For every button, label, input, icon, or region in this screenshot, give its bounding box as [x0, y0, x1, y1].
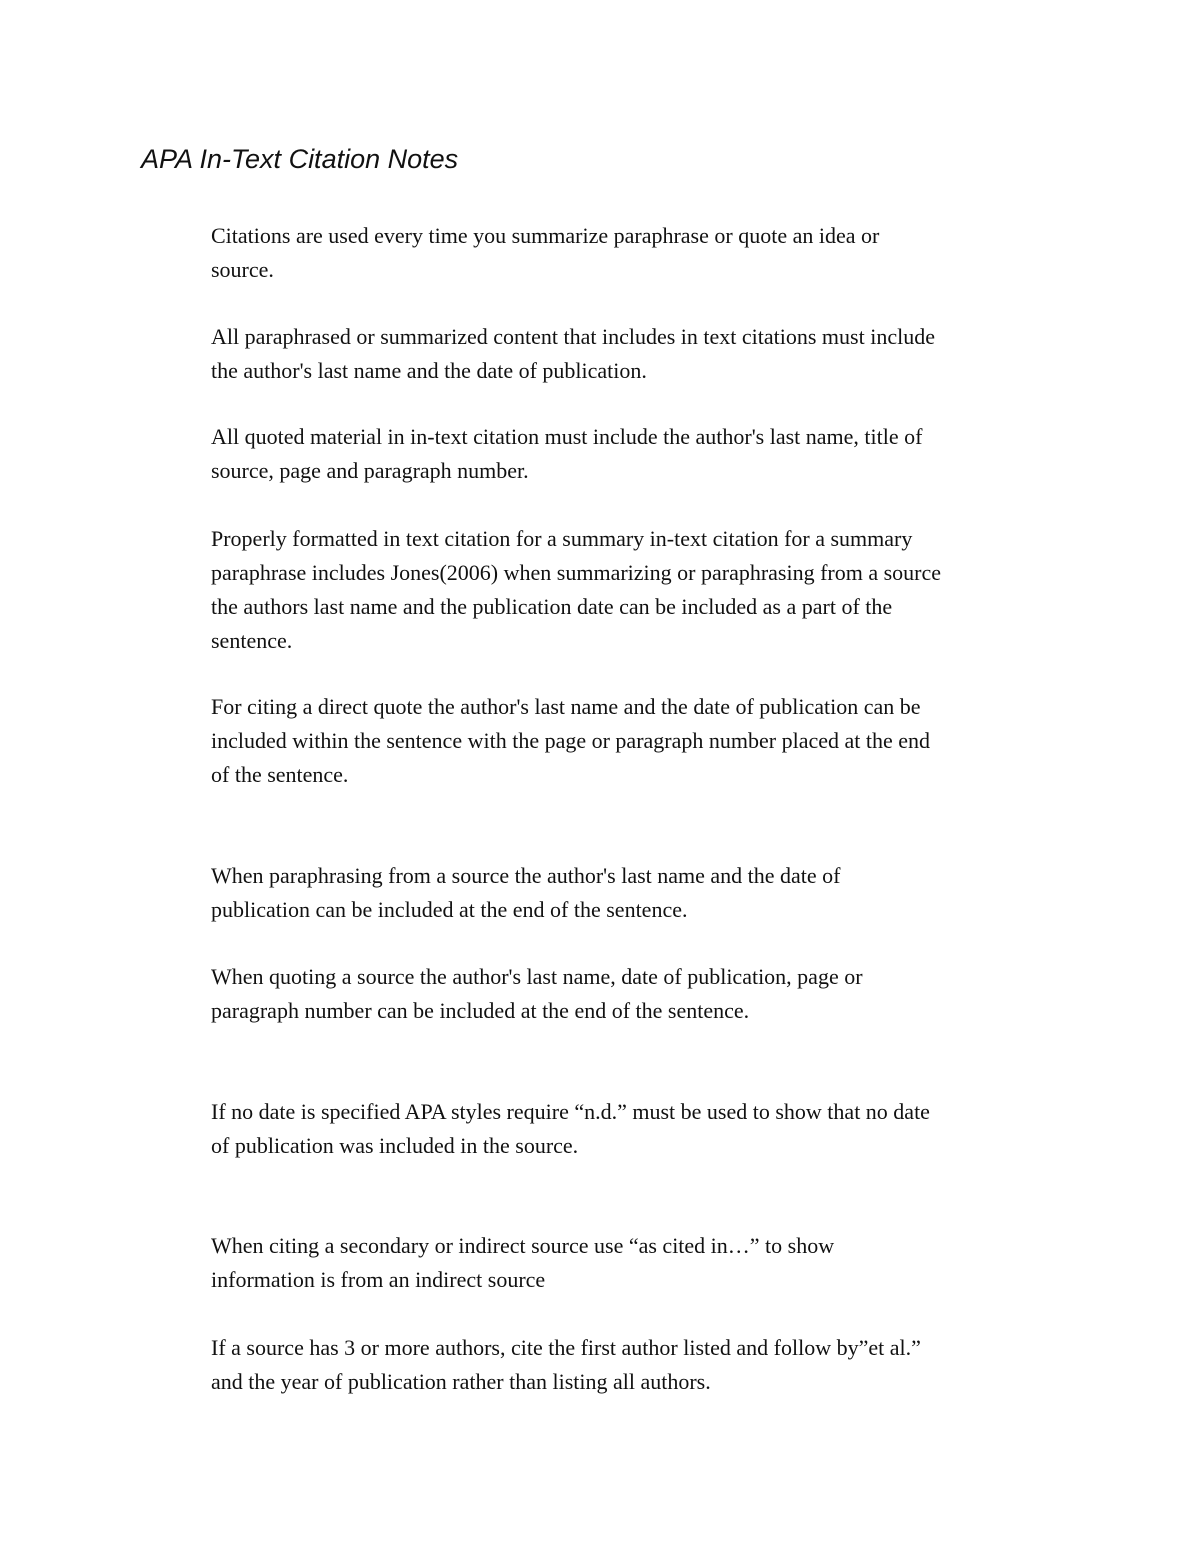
paragraph-line: paragraph number can be included at the end of the sentence. [211, 998, 750, 1023]
paragraph-line: Properly formatted in text citation for a summary in-text citation for a summary [211, 526, 913, 551]
paragraph-line: For citing a direct quote the author's last name and the date of publication can be [211, 694, 921, 719]
paragraph-no-date [211, 1095, 1071, 1163]
paragraph-line: and the year of publication rather than listing all authors. [211, 1369, 711, 1394]
paragraph-summary-format [211, 522, 1071, 658]
paragraph-quoting-source [211, 960, 1071, 1028]
paragraph-line: All paraphrased or summarized content that includes in text citations must include [211, 324, 935, 349]
paragraph-line: the authors last name and the publication date can be included as a part of the [211, 594, 893, 619]
paragraph-line: source. [211, 257, 274, 282]
paragraph-citations-usage [211, 219, 1071, 287]
paragraph-direct-quote [211, 690, 1071, 792]
document-title: APA In-Text Citation Notes [141, 144, 459, 174]
paragraph-line: included within the sentence with the page or paragraph number placed at the end [211, 728, 931, 753]
paragraph-line: of publication was included in the source. [211, 1133, 579, 1158]
paragraph-line: information is from an indirect source [211, 1267, 546, 1292]
paragraph-line: of the sentence. [211, 762, 349, 787]
paragraph-line: If no date is specified APA styles require “n.d.” must be used to show that no date [211, 1099, 930, 1124]
paragraph-line: All quoted material in in-text citation must include the author's last name, title of [211, 424, 923, 449]
paragraph-line: If a source has 3 or more authors, cite the first author listed and follow by”et al.” [211, 1335, 921, 1360]
paragraph-line: publication can be included at the end of the sentence. [211, 897, 688, 922]
paragraph-line: When paraphrasing from a source the author's last name and the date of [211, 863, 841, 888]
paragraph-line: sentence. [211, 628, 293, 653]
paragraph-line: the author's last name and the date of publication. [211, 358, 647, 383]
paragraph-line: When quoting a source the author's last name, date of publication, page or [211, 964, 863, 989]
paragraph-secondary-source [211, 1229, 1071, 1297]
paragraph-line: source, page and paragraph number. [211, 458, 529, 483]
paragraph-quoted-material [211, 420, 1071, 488]
paragraph-line: When citing a secondary or indirect source use “as cited in…” to show [211, 1233, 835, 1258]
paragraph-line: paraphrase includes Jones(2006) when summarizing or paraphrasing from a source [211, 560, 942, 585]
paragraph-paraphrased-content [211, 320, 1071, 388]
paragraph-multiple-authors [211, 1331, 1071, 1399]
paragraph-line: Citations are used every time you summarize paraphrase or quote an idea or [211, 223, 880, 248]
paragraph-paraphrasing-source [211, 859, 1071, 927]
